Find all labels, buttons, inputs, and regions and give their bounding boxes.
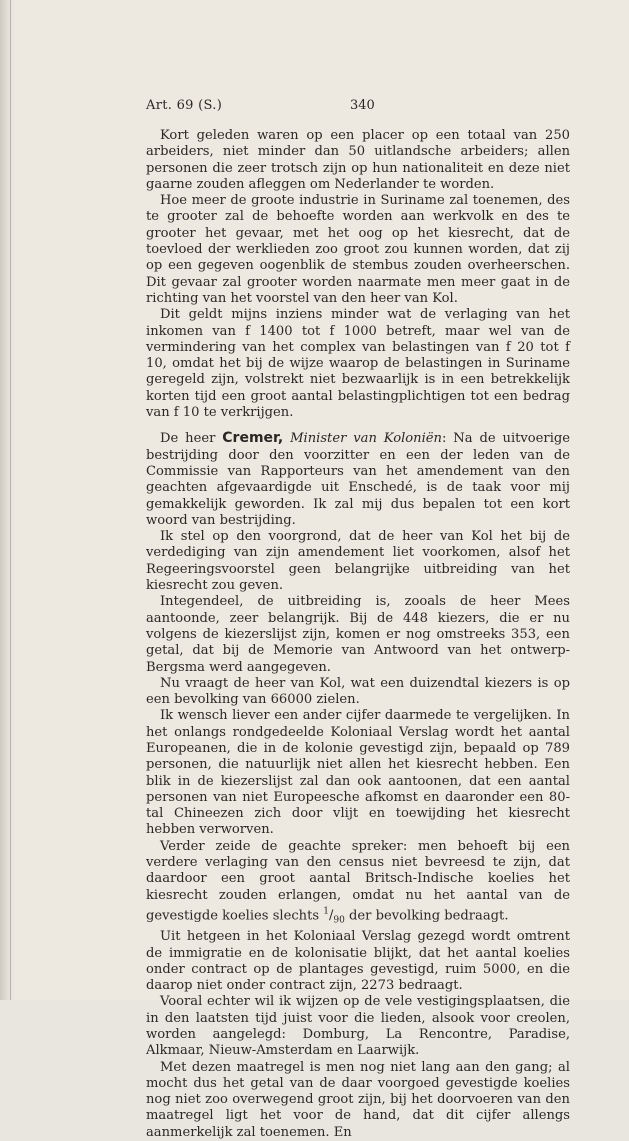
- body-text: [146, 128, 570, 1141]
- fraction-denominator: 90: [333, 915, 345, 926]
- paragraph-3: Dit geldt mijns inziens minder wat de verlaging van het inkomen van f 1400 tot f 1000 betreft, maar wel van de vermindering van het complex van belastingen van f 20 tot f 10, omdat het bij de wijze waarop de belastingen in Suriname geregeld zijn, volstrekt niet bezwaarlijk is in een betrekkelijk korten tijd een groot aantal belastingplichtigen tot een bedrag van f 10 te verkrijgen.: [146, 307, 570, 421]
- page-number: 340: [350, 98, 375, 113]
- speech-paragraph-4: Ik wensch liever een ander cijfer daarmede te vergelijken. In het onlangs rondgedeelde Koloniaal Verslag wordt het aantal Europeanen, die in de kolonie gevestigd zijn, bepaald op 789 personen, die natuurlijk niet allen het kiesrecht hebben. Een blik in de kiezerslijst zal dan ook aantoonen, dat een aantal personen van niet Europeesche afkomst en daaronder een 80-tal Chineezen zich door vlijt en toewijding het kiesrecht hebben verworven.: [146, 708, 570, 838]
- binding-line: [10, 0, 11, 1000]
- fraction-numerator: 1: [323, 906, 329, 917]
- speech-opening-text: : Na de uitvoerige bestrijding door den voorzitter en een der leden van de Commissie van Rapporteurs van het amendement van den geachten afgevaardigde uit Enschedé, is de taak voor mij gemakkelijk geworden. Ik zal mij dus bepalen tot een kort woord van bestrijding.: [146, 431, 571, 528]
- speaker-role: Minister van Koloniën: [290, 431, 442, 447]
- page-header: [146, 98, 570, 114]
- fraction-paragraph: [146, 839, 570, 929]
- closing-paragraph-2: Vooral echter wil ik wijzen op de vele vestigingsplaatsen, die in den laatsten tijd juist voor die lieden, alsook voor creolen, worden aangelegd: Domburg, La Rencontre, Paradise, Alkmaar, Nieuw-Amsterdam en Laarwijk.: [146, 994, 570, 1059]
- speech-opening-paragraph: [146, 430, 570, 529]
- closing-paragraph-1: Uit hetgeen in het Koloniaal Verslag gezegd wordt omtrent de immigratie en de kolonisatie blijkt, dat het aantal koelies onder contract op de plantages gevestigd, ruim 5000, en die daarop niet onder contract zijn, 2273 bedraagt.: [146, 929, 570, 994]
- closing-paragraph-3: Met dezen maatregel is men nog niet lang aan den gang; al mocht dus het getal van de daar voorgoed gevestigde koelies nog niet zoo overwegend groot zijn, bij het doorvoeren van den maatregel ligt het voor de hand, dat dit cijfer allengs aanmerkelijk zal toenemen. En: [146, 1059, 570, 1140]
- paragraph-2: Hoe meer de groote industrie in Suriname zal toenemen, des te grooter zal de behoefte worden aan werkvolk en des te grooter het gevaar, met het oog op het kiesrecht, dat de toevloed der werklieden zoo groot zou kunnen worden, dat zij op een gegeven oogenblik de stembus zouden overheerschen. Dit gevaar zal grooter worden naarmate men meer gaat in de richting van het voorstel van den heer van Kol.: [146, 193, 570, 306]
- fraction-paragraph-before: Verder zeide de geachte spreker: men behoeft bij een verdere verlaging van den census niet bevreesd te zijn, dat daardoor een groot aantal Britsch-Indische koelies het kiesrecht zouden erlangen, omdat nu het aantal van de gevestigde koelies slechts: [146, 838, 570, 924]
- speaker-name: Cremer,: [222, 430, 284, 447]
- speech-paragraph-2: Integendeel, de uitbreiding is, zooals de heer Mees aantoonde, zeer belangrijk. Bij de 448 kiezers, die er nu volgens de kiezerslijst zijn, komen er nog omstreeks 353, een getal, dat bij de Memorie van Antwoord van het ontwerp-Bergsma werd aangegeven.: [146, 594, 570, 675]
- fraction-paragraph-after: der bevolking bedraagt.: [344, 908, 509, 924]
- paragraph-1: Kort geleden waren op een placer op een totaal van 250 arbeiders, niet minder dan 50 uitlandsche arbeiders; allen personen die zeer trotsch zijn op hun nationaliteit en deze niet gaarne zouden afleggen om Nederlander te worden.: [146, 128, 570, 192]
- speech-paragraph-1: Ik stel op den voorgrond, dat de heer van Kol het bij de verdediging van zijn amendement liet voorkomen, alsof het Regeeringsvoorstel geen belangrijke uitbreiding van het kiesrecht zou geven.: [146, 529, 570, 594]
- speech-paragraph-3: Nu vraagt de heer van Kol, wat een duizendtal kiezers is op een bevolking van 66000 zielen.: [146, 675, 570, 708]
- fraction: $^1/_{90}$: [323, 906, 345, 926]
- speech-intro: De heer: [160, 431, 216, 447]
- article-reference: Art. 69 (S.): [146, 98, 223, 113]
